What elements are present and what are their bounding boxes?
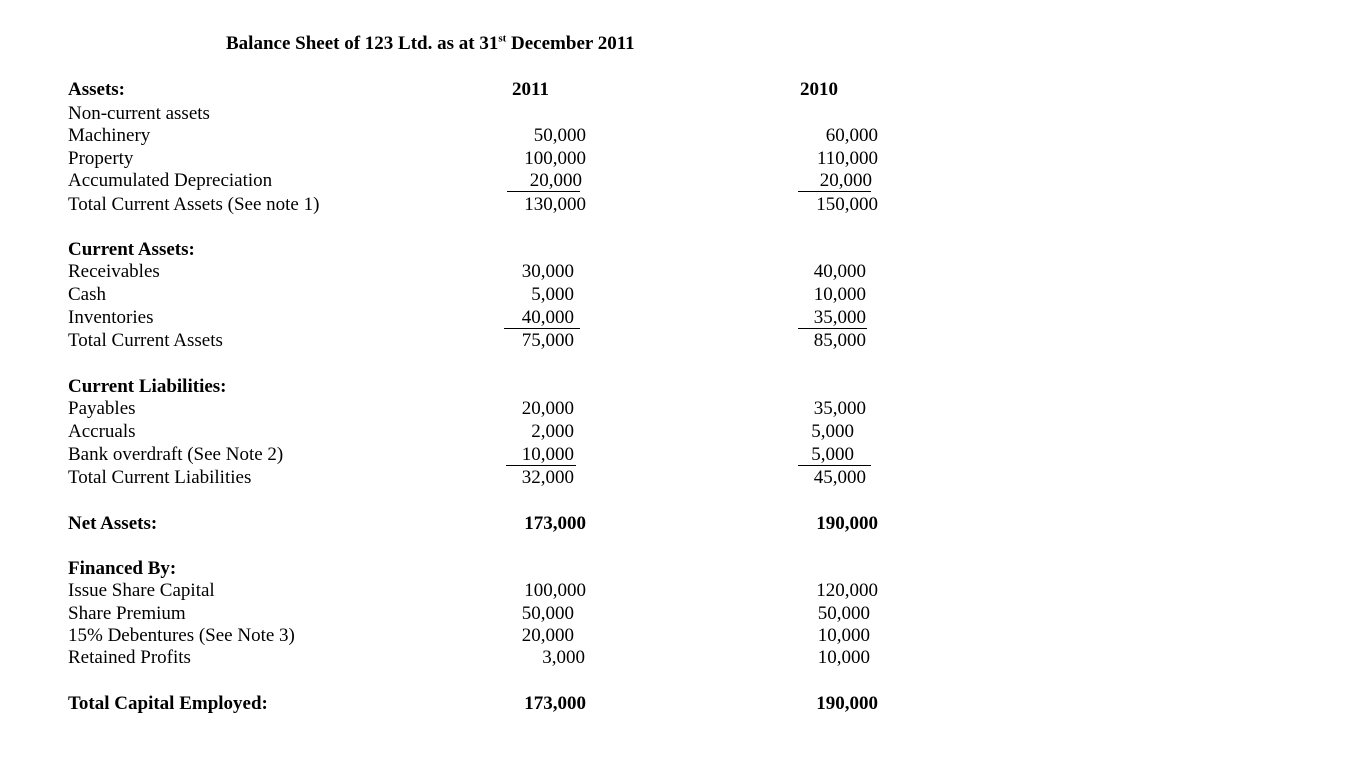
current-assets-heading-row — [0, 239, 1366, 261]
subtotal-rule — [504, 328, 580, 329]
value-2011: 40,000 — [521, 307, 574, 328]
value-2011: 50,000 — [533, 125, 586, 146]
subtotal-rule — [798, 328, 867, 329]
value-2010: 10,000 — [817, 625, 870, 646]
value-2011: 2,000 — [531, 421, 574, 442]
row-label: Cash — [68, 284, 106, 305]
subtotal-rule — [506, 465, 576, 466]
value-2010: 120,000 — [816, 580, 878, 601]
net-assets-label: Net Assets: — [68, 513, 158, 534]
table-row — [0, 125, 1366, 147]
value-2011: 10,000 — [521, 444, 574, 465]
total-capital-label: Total Capital Employed: — [68, 693, 268, 714]
row-label: Property — [68, 148, 134, 169]
row-label: Inventories — [68, 307, 154, 328]
row-label: Receivables — [68, 261, 160, 282]
row-label: Total Current Assets — [68, 330, 223, 351]
net-assets-2011: 173,000 — [524, 513, 586, 534]
subtotal-rule — [798, 191, 871, 192]
row-label: Retained Profits — [68, 647, 191, 668]
value-2011: 20,000 — [521, 398, 574, 419]
value-2010: 5,000 — [811, 421, 854, 442]
table-row — [0, 647, 1366, 669]
current-assets-heading: Current Assets: — [68, 239, 195, 260]
value-2010: 5,000 — [811, 444, 854, 465]
table-row — [0, 603, 1366, 625]
value-2010: 85,000 — [813, 330, 866, 351]
value-2011: 30,000 — [521, 261, 574, 282]
value-2010: 150,000 — [816, 194, 878, 215]
table-row — [0, 580, 1366, 602]
table-row — [0, 444, 1366, 466]
value-2010: 10,000 — [813, 284, 866, 305]
column-header-2010: 2010 — [800, 79, 838, 100]
total-capital-2010: 190,000 — [816, 693, 878, 714]
net-assets-row — [0, 513, 1366, 535]
total-capital-row — [0, 693, 1366, 715]
table-row — [0, 148, 1366, 170]
subtotal-rule — [798, 465, 871, 466]
value-2010: 35,000 — [813, 398, 866, 419]
row-label: Accumulated Depreciation — [68, 170, 273, 191]
value-2011: 3,000 — [542, 647, 585, 668]
value-2010: 45,000 — [813, 467, 866, 488]
current-liabilities-heading-row — [0, 376, 1366, 398]
row-label: Bank overdraft (See Note 2) — [68, 444, 284, 465]
row-label: Accruals — [68, 421, 136, 442]
page-title: Balance Sheet of 123 Ltd. as at 31st December 2011 — [226, 32, 635, 54]
value-2011: 75,000 — [521, 330, 574, 351]
current-liabilities-heading: Current Liabilities: — [68, 376, 227, 397]
table-row — [0, 398, 1366, 420]
row-label: Total Current Liabilities — [68, 467, 252, 488]
total-capital-2011: 173,000 — [524, 693, 586, 714]
financed-by-heading-row — [0, 558, 1366, 580]
non-current-assets-label: Non-current assets — [68, 103, 210, 124]
row-label: 15% Debentures (See Note 3) — [68, 625, 295, 646]
value-2010: 50,000 — [817, 603, 870, 624]
table-row — [0, 284, 1366, 306]
assets-heading: Assets: — [68, 79, 125, 100]
value-2010: 110,000 — [816, 148, 878, 169]
table-row — [0, 330, 1366, 352]
value-2011: 5,000 — [531, 284, 574, 305]
row-label: Machinery — [68, 125, 151, 146]
row-label: Share Premium — [68, 603, 186, 624]
value-2010: 10,000 — [817, 647, 870, 668]
column-header-2011: 2011 — [512, 79, 549, 100]
value-2010: 40,000 — [813, 261, 866, 282]
value-2011: 20,000 — [521, 625, 574, 646]
table-row — [0, 307, 1366, 329]
title-superscript: st — [498, 32, 507, 45]
value-2010: 60,000 — [825, 125, 878, 146]
value-2011: 130,000 — [524, 194, 586, 215]
table-row — [0, 625, 1366, 647]
assets-header-row — [0, 79, 1366, 101]
value-2011: 100,000 — [524, 148, 586, 169]
value-2011: 20,000 — [529, 170, 582, 191]
value-2010: 35,000 — [813, 307, 866, 328]
financed-by-heading: Financed By: — [68, 558, 177, 579]
subtotal-rule — [507, 191, 580, 192]
table-row — [0, 170, 1366, 192]
net-assets-2010: 190,000 — [816, 513, 878, 534]
value-2011: 50,000 — [521, 603, 574, 624]
table-row — [0, 421, 1366, 443]
row-label: Issue Share Capital — [68, 580, 215, 601]
value-2010: 20,000 — [819, 170, 872, 191]
row-label: Payables — [68, 398, 136, 419]
row-label: Total Current Assets (See note 1) — [68, 194, 320, 215]
value-2011: 32,000 — [521, 467, 574, 488]
table-row — [0, 261, 1366, 283]
non-current-assets-subheading-row — [0, 103, 1366, 125]
table-row — [0, 194, 1366, 216]
table-row — [0, 467, 1366, 489]
value-2011: 100,000 — [524, 580, 586, 601]
